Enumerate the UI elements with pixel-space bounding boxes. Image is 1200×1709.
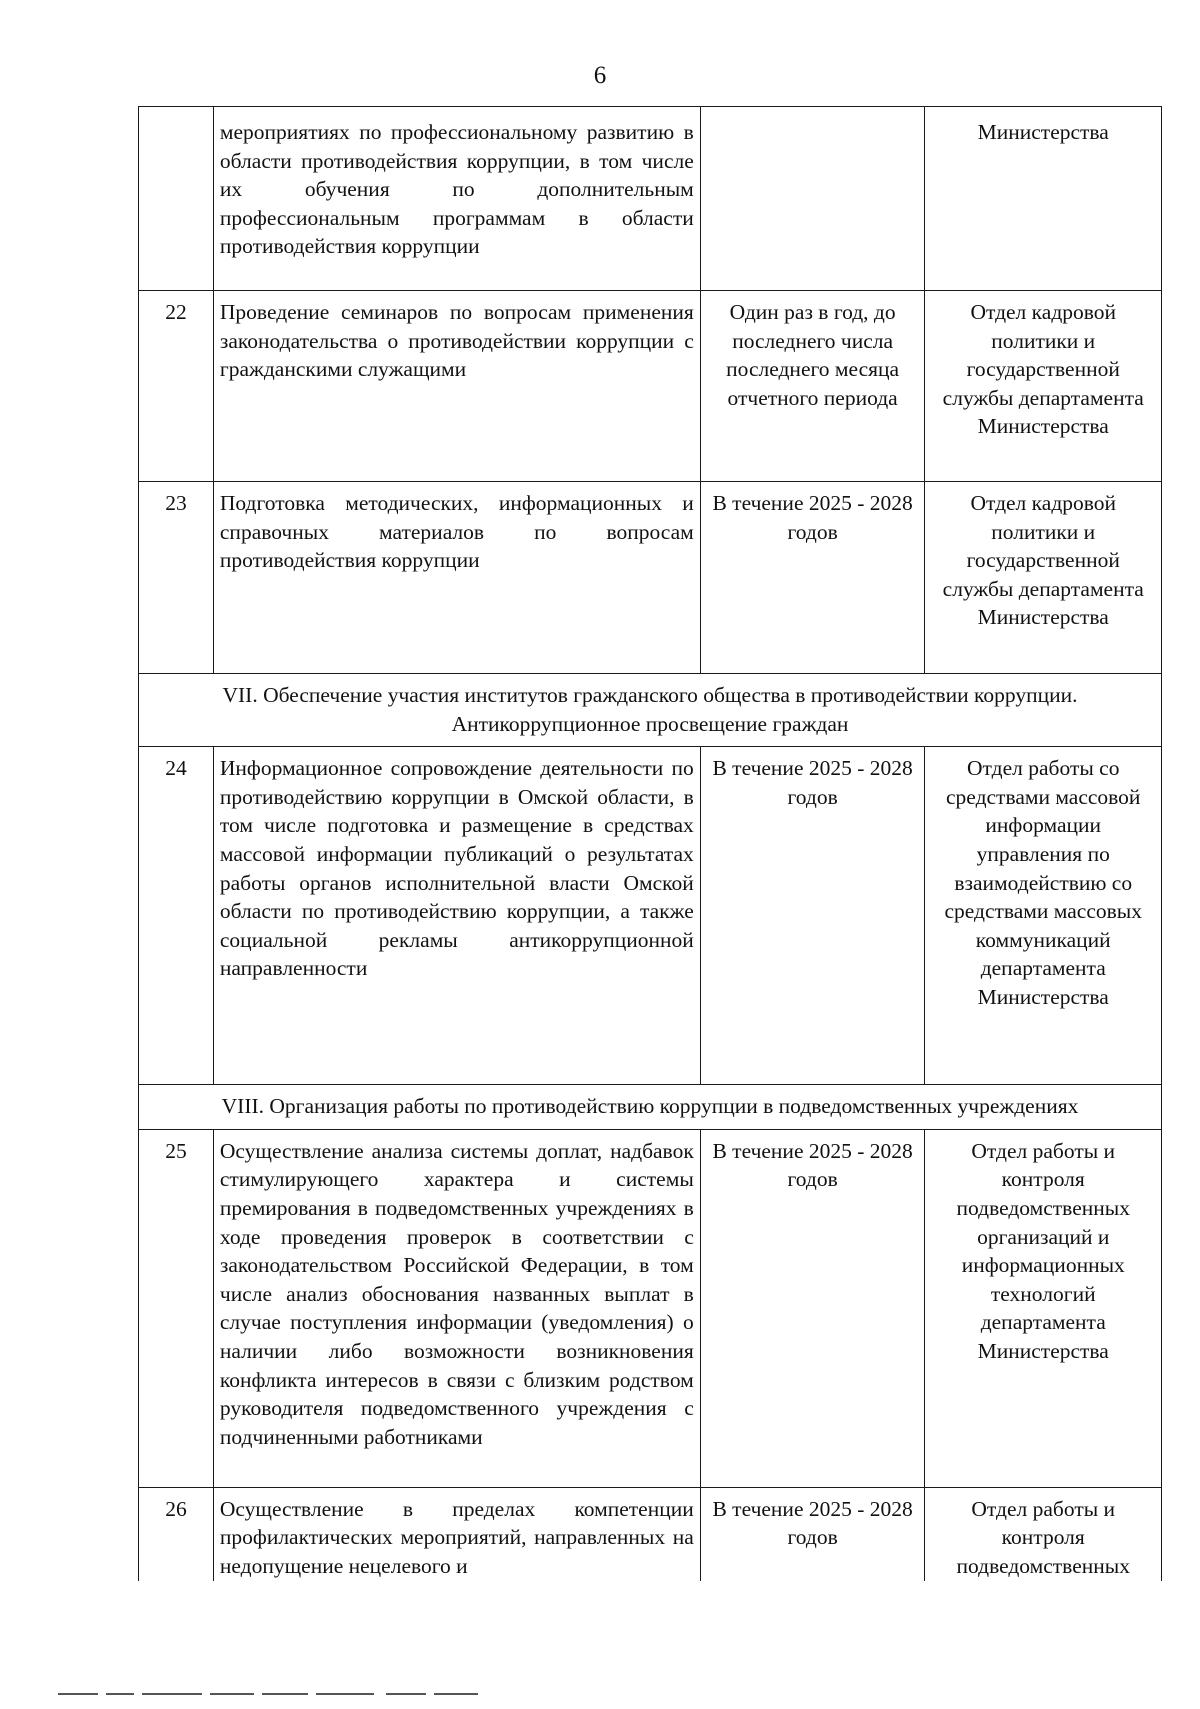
row-responsible: Отдел кадровой политики и государственной службы департамента Министерства [925,291,1162,482]
section-title: VII. Обеспечение участия институтов гражданского общества в противодействии коррупции. Антикоррупционное просвещение граждан [139,674,1162,747]
table-row-25 [139,1129,1162,1487]
section-title: VIII. Организация работы по противодействию коррупции в подведомственных учреждениях [139,1085,1162,1130]
row-term: В течение 2025 - 2028 годов [700,1487,925,1580]
section-header-8 [139,1085,1162,1130]
table-row-23 [139,482,1162,674]
row-description: Проведение семинаров по вопросам применения законодательства о противодействии коррупции с гражданскими служащими [213,291,700,482]
row-term: Один раз в год, до последнего числа последнего месяца отчетного периода [700,291,925,482]
table-row-continued [139,107,1162,291]
row-term [700,107,925,291]
row-number: 23 [139,482,214,674]
row-term: В течение 2025 - 2028 годов [700,1129,925,1487]
row-number: 24 [139,747,214,1085]
row-responsible: Отдел работы и контроля подведомственных организаций и информационных технологий департамента Министерства [925,1129,1162,1487]
row-description: мероприятиях по профессиональному развитию в области противодействия коррупции, в том числе их обучения по дополнительным профессиональным программам в области противодействия коррупции [213,107,700,291]
measures-table [138,106,1162,1581]
row-description: Осуществление в пределах компетенции профилактических мероприятий, направленных на недопущение нецелевого и [213,1487,700,1580]
table-row-22 [139,291,1162,482]
row-description: Информационное сопровождение деятельности по противодействию коррупции в Омской области, в том числе подготовка и размещение в средствах массовой информации публикаций о результатах работы органов исполнительной власти Омской области по противодействию коррупции, а также социальной рекламы антикоррупционной направленности [213,747,700,1085]
row-responsible: Отдел кадровой политики и государственной службы департамента Министерства [925,482,1162,674]
row-term: В течение 2025 - 2028 годов [700,482,925,674]
row-responsible: Министерства [925,107,1162,291]
scan-artifact-marks [58,1693,478,1697]
row-number: 26 [139,1487,214,1580]
table-row-26 [139,1487,1162,1580]
row-number [139,107,214,291]
row-number: 22 [139,291,214,482]
row-responsible: Отдел работы и контроля подведомственных [925,1487,1162,1580]
row-description: Подготовка методических, информационных и справочных материалов по вопросам противодействия коррупции [213,482,700,674]
row-description: Осуществление анализа системы доплат, надбавок стимулирующего характера и системы премирования в подведомственных учреждениях в ходе проведения проверок в соответствии с законодательством Российской Федерации, в том числе анализ обоснования названных выплат в случае поступления информации (уведомления) о наличии либо возможности возникновения конфликта интересов в связи с близким родством руководителя подведомственного учреждения с подчиненными работниками [213,1129,700,1487]
section-header-7 [139,674,1162,747]
row-number: 25 [139,1129,214,1487]
row-term: В течение 2025 - 2028 годов [700,747,925,1085]
row-responsible: Отдел работы со средствами массовой информации управления по взаимодействию со средствами массовых коммуникаций департамента Министерства [925,747,1162,1085]
page-number: 6 [593,62,607,89]
table-row-24 [139,747,1162,1085]
